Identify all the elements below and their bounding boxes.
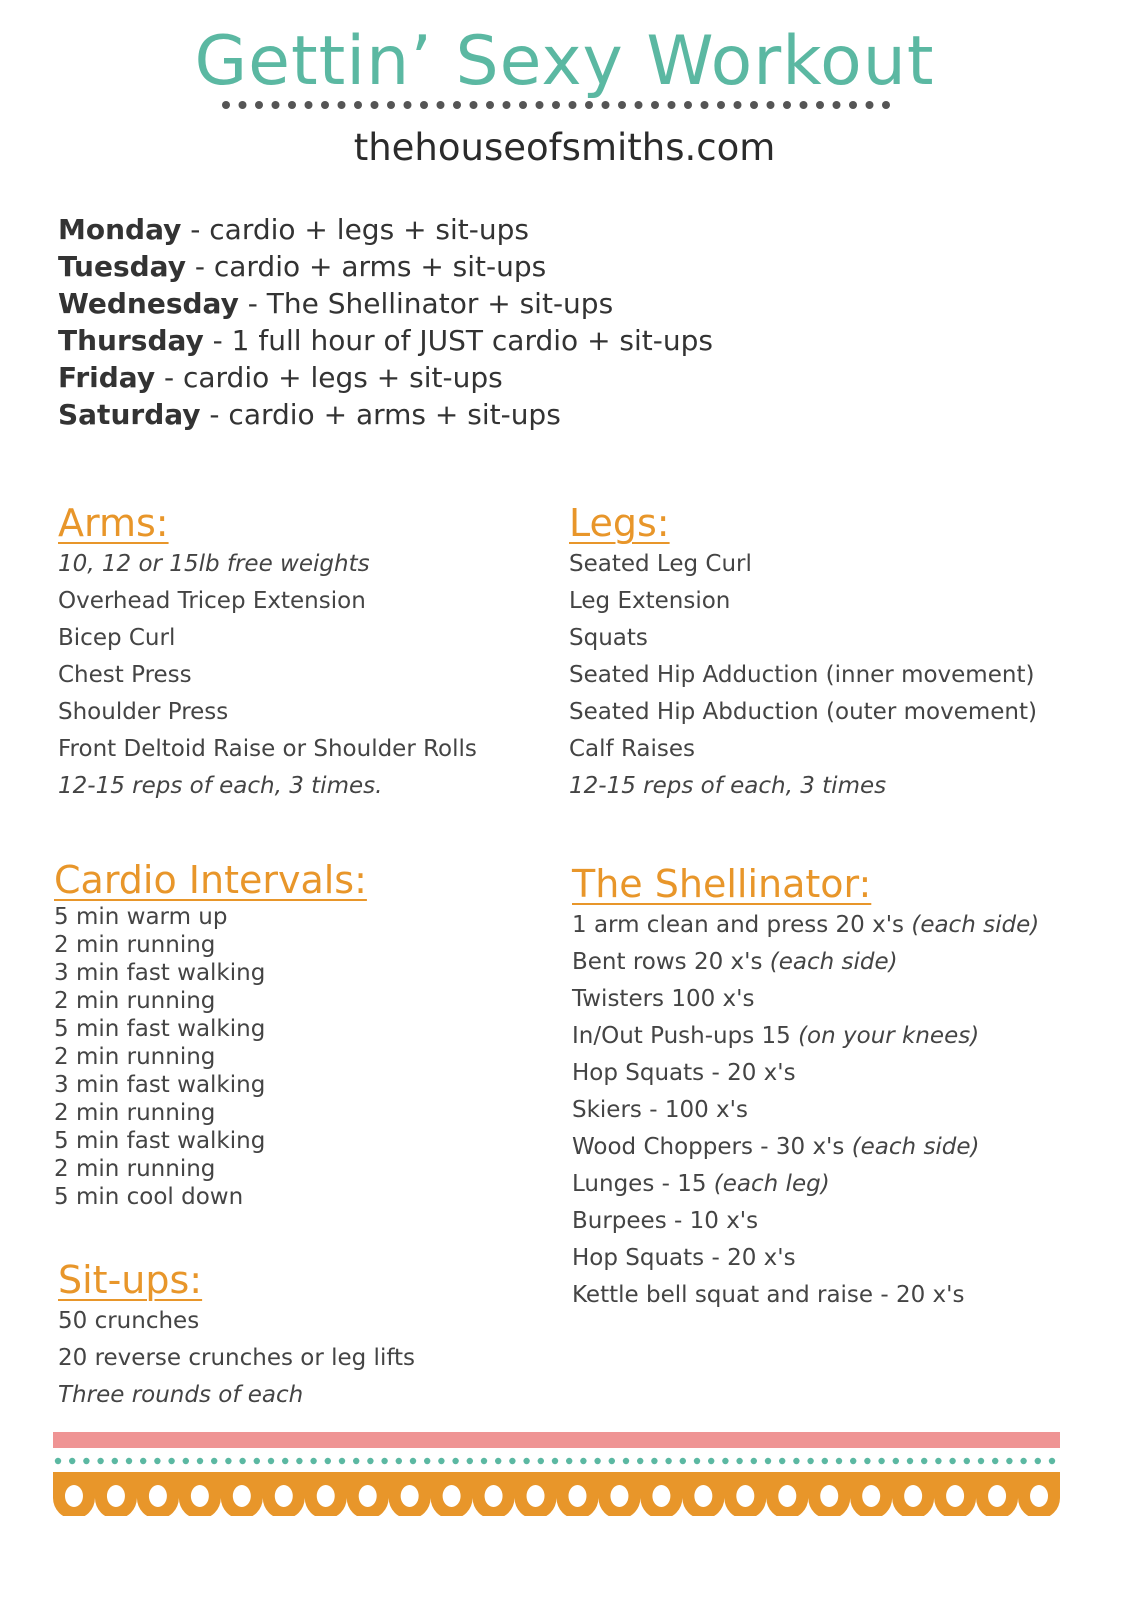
scalloped-border xyxy=(53,1472,1060,1516)
list-item xyxy=(572,1277,1039,1314)
scallop-hole xyxy=(65,1485,83,1507)
item-note: (on your knees) xyxy=(798,1023,980,1049)
item-note: (each side) xyxy=(769,949,898,975)
divider-dot xyxy=(338,101,346,109)
page-title: Gettin’ Sexy Workout xyxy=(194,22,935,101)
divider-dot xyxy=(882,101,890,109)
situps-heading: Sit-ups: xyxy=(58,1258,203,1302)
border-dot xyxy=(367,1458,373,1464)
cardio-heading: Cardio Intervals: xyxy=(54,858,367,902)
scallop-hole xyxy=(443,1485,461,1507)
border-dot xyxy=(609,1458,615,1464)
list-item: 50 crunches xyxy=(58,1308,200,1334)
border-dot xyxy=(424,1458,430,1464)
border-dot xyxy=(680,1458,686,1464)
border-dot xyxy=(481,1458,487,1464)
list-item: Bicep Curl xyxy=(58,625,176,651)
list-item: 5 min fast walking xyxy=(54,1016,266,1042)
item-text: 1 arm clean and press 20 x's xyxy=(572,912,912,938)
border-dot xyxy=(694,1458,700,1464)
border-dot xyxy=(722,1458,728,1464)
list-item: Leg Extension xyxy=(569,588,731,614)
scallop-hole xyxy=(820,1485,838,1507)
item-text: Burpees - 10 x's xyxy=(572,1208,759,1234)
border-dot xyxy=(751,1458,757,1464)
border-dot xyxy=(935,1458,941,1464)
list-item: 10, 12 or 15lb free weights xyxy=(58,551,370,577)
divider-dot xyxy=(255,101,263,109)
legs-heading: Legs: xyxy=(569,501,670,545)
divider-dot xyxy=(684,101,692,109)
border-dot xyxy=(467,1458,473,1464)
border-dot xyxy=(964,1458,970,1464)
divider-dot xyxy=(750,101,758,109)
item-text: In/Out Push-ups 15 xyxy=(572,1023,799,1049)
border-dot xyxy=(69,1458,75,1464)
list-item xyxy=(572,1055,1039,1092)
list-item: 2 min running xyxy=(54,988,216,1014)
border-dot xyxy=(566,1458,572,1464)
list-item: 20 reverse crunches or leg lifts xyxy=(58,1345,416,1371)
border-dot xyxy=(864,1458,870,1464)
border-dot xyxy=(665,1458,671,1464)
border-dot xyxy=(211,1458,217,1464)
list-item: 3 min fast walking xyxy=(54,960,266,986)
divider-dot xyxy=(503,101,511,109)
item-text: Wood Choppers - 30 x's xyxy=(572,1134,852,1160)
divider-dot xyxy=(239,101,247,109)
border-dot xyxy=(907,1458,913,1464)
border-dot xyxy=(1006,1458,1012,1464)
list-item xyxy=(572,1092,1039,1129)
border-dot xyxy=(836,1458,842,1464)
border-dot xyxy=(651,1458,657,1464)
shellinator-heading: The Shellinator: xyxy=(572,862,872,906)
border-dot xyxy=(793,1458,799,1464)
divider-dot xyxy=(816,101,824,109)
border-dot xyxy=(921,1458,927,1464)
divider-dot xyxy=(767,101,775,109)
schedule-day: Wednesday xyxy=(58,287,239,320)
divider-dot xyxy=(354,101,362,109)
divider-dot xyxy=(371,101,379,109)
border-dot xyxy=(112,1458,118,1464)
shellinator-section xyxy=(572,861,1039,1314)
list-item xyxy=(572,1166,1039,1203)
divider-dot xyxy=(866,101,874,109)
border-dot xyxy=(708,1458,714,1464)
item-text: Lunges - 15 xyxy=(572,1171,714,1197)
border-dot xyxy=(1020,1458,1026,1464)
weekly-schedule xyxy=(58,211,713,433)
divider-dot xyxy=(519,101,527,109)
border-dot xyxy=(353,1458,359,1464)
scallop-hole xyxy=(527,1485,545,1507)
list-item: Chest Press xyxy=(58,662,192,688)
divider-dot xyxy=(602,101,610,109)
schedule-day: Friday xyxy=(58,361,156,394)
border-dot xyxy=(310,1458,316,1464)
list-item xyxy=(572,1240,1039,1277)
list-item: 2 min running xyxy=(54,1044,216,1070)
scallop-hole xyxy=(149,1485,167,1507)
border-dot xyxy=(282,1458,288,1464)
list-item: 2 min running xyxy=(54,1156,216,1182)
divider-dot xyxy=(833,101,841,109)
arms-heading: Arms: xyxy=(58,501,169,545)
scallop-hole xyxy=(1030,1485,1048,1507)
border-dot xyxy=(55,1458,61,1464)
scallop-hole xyxy=(736,1485,754,1507)
list-item xyxy=(572,944,1039,981)
schedule-row xyxy=(58,396,713,433)
border-dot xyxy=(268,1458,274,1464)
item-note: (each side) xyxy=(851,1134,980,1160)
divider-dot xyxy=(800,101,808,109)
list-item: Shoulder Press xyxy=(58,699,229,725)
schedule-day: Monday xyxy=(58,213,182,246)
border-dot xyxy=(197,1458,203,1464)
divider-dot xyxy=(734,101,742,109)
border-dot xyxy=(225,1458,231,1464)
divider-dot xyxy=(222,101,230,109)
list-item: Three rounds of each xyxy=(58,1382,304,1408)
website-label: thehouseofsmiths.com xyxy=(353,126,776,169)
border-dot xyxy=(495,1458,501,1464)
scallop-hole xyxy=(694,1485,712,1507)
schedule-row xyxy=(58,322,713,359)
list-item: 3 min fast walking xyxy=(54,1072,266,1098)
divider-dot xyxy=(453,101,461,109)
list-item: Seated Hip Abduction (outer movement) xyxy=(569,699,1037,725)
list-item xyxy=(572,907,1039,944)
border-dot xyxy=(126,1458,132,1464)
list-item: 5 min fast walking xyxy=(54,1128,266,1154)
border-dot xyxy=(594,1458,600,1464)
border-dot xyxy=(538,1458,544,1464)
situps-section xyxy=(58,1257,415,1414)
border-dot xyxy=(254,1458,260,1464)
scallop-hole xyxy=(317,1485,335,1507)
divider-dot xyxy=(618,101,626,109)
schedule-activity: - cardio + legs + sit-ups xyxy=(155,361,503,394)
item-text: Hop Squats - 20 x's xyxy=(572,1060,796,1086)
border-dot xyxy=(765,1458,771,1464)
item-text: Twisters 100 x's xyxy=(572,986,755,1012)
border-stripe xyxy=(53,1432,1060,1448)
border-dot xyxy=(552,1458,558,1464)
divider-dot xyxy=(849,101,857,109)
divider-dot xyxy=(437,101,445,109)
border-dot xyxy=(807,1458,813,1464)
border-dot xyxy=(992,1458,998,1464)
schedule-row xyxy=(58,285,713,322)
schedule-day: Tuesday xyxy=(58,250,186,283)
border-dot xyxy=(140,1458,146,1464)
scallop-hole xyxy=(359,1485,377,1507)
schedule-row xyxy=(58,248,713,285)
border-dot xyxy=(381,1458,387,1464)
border-dot xyxy=(325,1458,331,1464)
divider-dot xyxy=(272,101,280,109)
arms-section xyxy=(58,500,477,805)
scallop-hole xyxy=(946,1485,964,1507)
schedule-activity: - 1 full hour of JUST cardio + sit-ups xyxy=(203,324,713,357)
border-dot xyxy=(523,1458,529,1464)
list-item: 5 min cool down xyxy=(54,1184,244,1210)
list-item xyxy=(572,1018,1039,1055)
scallop-hole xyxy=(568,1485,586,1507)
divider-dot xyxy=(305,101,313,109)
divider-dot xyxy=(486,101,494,109)
border-dot xyxy=(893,1458,899,1464)
schedule-row xyxy=(58,359,713,396)
list-item: Calf Raises xyxy=(569,736,696,762)
list-item: 5 min warm up xyxy=(54,904,228,930)
border-dot xyxy=(736,1458,742,1464)
schedule-activity: - cardio + arms + sit-ups xyxy=(200,398,561,431)
border-dot xyxy=(1049,1458,1055,1464)
list-item xyxy=(572,1203,1039,1240)
divider-dot xyxy=(585,101,593,109)
border-dot xyxy=(623,1458,629,1464)
item-text: Hop Squats - 20 x's xyxy=(572,1245,796,1271)
list-item: 12-15 reps of each, 3 times. xyxy=(58,773,383,799)
divider-dot xyxy=(717,101,725,109)
schedule-activity: - The Shellinator + sit-ups xyxy=(238,287,614,320)
divider-dot xyxy=(536,101,544,109)
list-item: Front Deltoid Raise or Shoulder Rolls xyxy=(58,736,477,762)
divider-dot xyxy=(651,101,659,109)
divider-dot xyxy=(404,101,412,109)
item-text: Kettle bell squat and raise - 20 x's xyxy=(572,1282,965,1308)
list-item xyxy=(572,1129,1039,1166)
border-dot xyxy=(183,1458,189,1464)
border-dot xyxy=(822,1458,828,1464)
scallop-hole xyxy=(233,1485,251,1507)
divider-dot xyxy=(288,101,296,109)
list-item: 2 min running xyxy=(54,1100,216,1126)
border-dot xyxy=(850,1458,856,1464)
scallop-hole xyxy=(778,1485,796,1507)
divider-dot xyxy=(635,101,643,109)
cardio-section xyxy=(54,857,367,1211)
border-dot xyxy=(239,1458,245,1464)
scallop-hole xyxy=(107,1485,125,1507)
divider-dot xyxy=(569,101,577,109)
divider-dot xyxy=(701,101,709,109)
border-dot xyxy=(339,1458,345,1464)
scallop-hole xyxy=(652,1485,670,1507)
dotted-divider xyxy=(222,96,890,114)
border-dot xyxy=(580,1458,586,1464)
border-dots xyxy=(53,1455,1060,1467)
item-text: Skiers - 100 x's xyxy=(572,1097,748,1123)
list-item: Seated Leg Curl xyxy=(569,551,752,577)
border-dot xyxy=(452,1458,458,1464)
scallop-hole xyxy=(862,1485,880,1507)
schedule-day: Thursday xyxy=(58,324,204,357)
list-item: Squats xyxy=(569,625,648,651)
border-dot xyxy=(878,1458,884,1464)
item-text: Bent rows 20 x's xyxy=(572,949,770,975)
item-note: (each leg) xyxy=(713,1171,830,1197)
border-dot xyxy=(509,1458,515,1464)
border-dot xyxy=(396,1458,402,1464)
scallop-hole xyxy=(904,1485,922,1507)
scallop-hole xyxy=(275,1485,293,1507)
border-dot xyxy=(1035,1458,1041,1464)
divider-dot xyxy=(420,101,428,109)
border-dot xyxy=(438,1458,444,1464)
border-dot xyxy=(410,1458,416,1464)
divider-dot xyxy=(321,101,329,109)
schedule-row xyxy=(58,211,713,248)
scallop-hole xyxy=(485,1485,503,1507)
schedule-activity: - cardio + arms + sit-ups xyxy=(185,250,547,283)
list-item: Seated Hip Adduction (inner movement) xyxy=(569,662,1035,688)
list-item: Overhead Tricep Extension xyxy=(58,588,366,614)
border-dot xyxy=(779,1458,785,1464)
scallop-hole xyxy=(610,1485,628,1507)
scallop-hole xyxy=(401,1485,419,1507)
divider-dot xyxy=(668,101,676,109)
list-item xyxy=(572,981,1039,1018)
border-dot xyxy=(154,1458,160,1464)
border-dot xyxy=(296,1458,302,1464)
legs-section xyxy=(569,500,1037,805)
border-dot xyxy=(97,1458,103,1464)
scallop-hole xyxy=(988,1485,1006,1507)
list-item: 12-15 reps of each, 3 times xyxy=(569,773,887,799)
border-dot xyxy=(637,1458,643,1464)
divider-dot xyxy=(470,101,478,109)
item-note: (each side) xyxy=(911,912,1040,938)
divider-dot xyxy=(387,101,395,109)
scallop-hole xyxy=(191,1485,209,1507)
divider-dot xyxy=(783,101,791,109)
divider-dot xyxy=(552,101,560,109)
schedule-day: Saturday xyxy=(58,398,201,431)
border-dot xyxy=(168,1458,174,1464)
border-dot xyxy=(83,1458,89,1464)
schedule-activity: - cardio + legs + sit-ups xyxy=(181,213,529,246)
border-dot xyxy=(978,1458,984,1464)
border-dot xyxy=(949,1458,955,1464)
list-item: 2 min running xyxy=(54,932,216,958)
